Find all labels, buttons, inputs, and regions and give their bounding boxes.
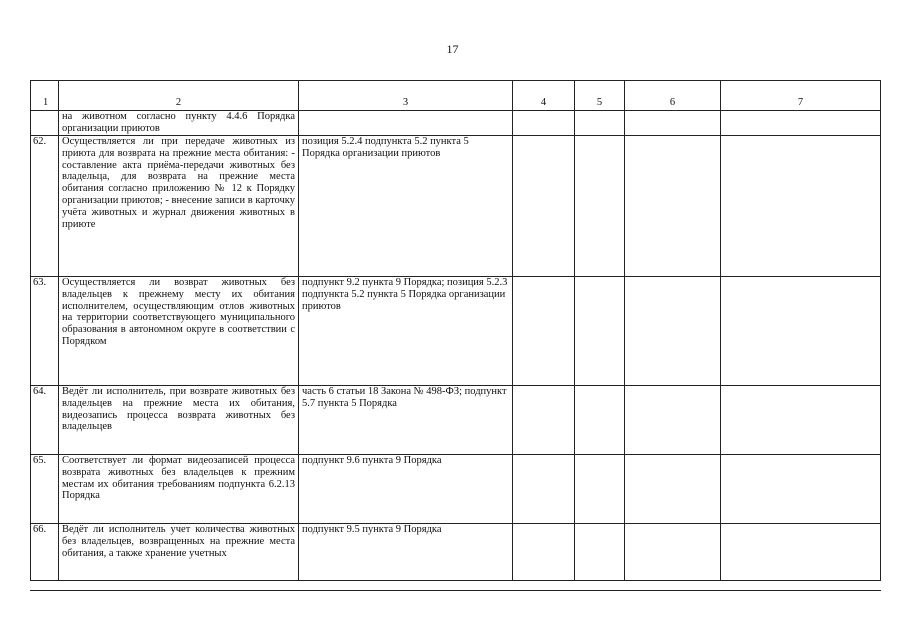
row-number: [31, 111, 59, 136]
row-reference: часть 6 статьи 18 Закона № 498-ФЗ; подпункт 5.7 пункта 5 Порядка: [299, 386, 513, 455]
table-bottom-border: [30, 590, 881, 591]
row-cell-col-5: [575, 136, 625, 277]
header-col-4: 4: [513, 81, 575, 111]
row-cell-col-4: [513, 524, 575, 581]
table-row: [31, 524, 881, 581]
page-bottom-margin: [0, 591, 905, 640]
row-cell-col-7: [721, 136, 881, 277]
row-cell-col-6: [625, 277, 721, 386]
row-cell-col-5: [575, 277, 625, 386]
row-number: 62.: [31, 136, 59, 277]
table-row: [31, 111, 881, 136]
row-cell-col-7: [721, 524, 881, 581]
row-cell-col-5: [575, 111, 625, 136]
row-number: 66.: [31, 524, 59, 581]
inspection-table: [30, 80, 881, 581]
row-cell-col-6: [625, 136, 721, 277]
row-cell-col-5: [575, 524, 625, 581]
row-question: Осуществляется ли возврат животных без владельцев к прежнему месту их обитания исполнителем, осуществляющим отлов животных на территории соответствующего муниципального образования в автономном округе в соответствии с Порядком: [59, 277, 299, 386]
row-number: 63.: [31, 277, 59, 386]
row-number: 64.: [31, 386, 59, 455]
row-cell-col-7: [721, 277, 881, 386]
row-cell-col-4: [513, 386, 575, 455]
row-cell-col-4: [513, 111, 575, 136]
row-cell-col-6: [625, 111, 721, 136]
row-cell-col-7: [721, 111, 881, 136]
table-row: [31, 455, 881, 524]
header-col-5: 5: [575, 81, 625, 111]
row-cell-col-6: [625, 386, 721, 455]
row-question: Ведёт ли исполнитель, при возврате животных без владельцев на прежние места их обитания, видеозапись процесса возврата животных без владельцев: [59, 386, 299, 455]
row-cell-col-7: [721, 386, 881, 455]
row-reference: подпункт 9.2 пункта 9 Порядка; позиция 5.2.3 подпункта 5.2 пункта 5 Порядка организации приютов: [299, 277, 513, 386]
row-cell-col-4: [513, 277, 575, 386]
row-number: 65.: [31, 455, 59, 524]
header-col-2: 2: [59, 81, 299, 111]
row-cell-col-5: [575, 455, 625, 524]
table-header-row: [31, 81, 881, 111]
header-col-3: 3: [299, 81, 513, 111]
row-reference: подпункт 9.6 пункта 9 Порядка: [299, 455, 513, 524]
row-cell-col-7: [721, 455, 881, 524]
row-reference: позиция 5.2.4 подпункта 5.2 пункта 5 Порядка организации приютов: [299, 136, 513, 277]
row-cell-col-4: [513, 136, 575, 277]
row-reference: подпункт 9.5 пункта 9 Порядка: [299, 524, 513, 581]
header-col-6: 6: [625, 81, 721, 111]
page-number: 17: [446, 42, 459, 56]
header-col-7: 7: [721, 81, 881, 111]
row-question: Ведёт ли исполнитель учет количества животных без владельцев, возвращенных на прежние места обитания, а также хранение учетных: [59, 524, 299, 581]
header-col-1: 1: [31, 81, 59, 111]
row-cell-col-5: [575, 386, 625, 455]
row-question: Соответствует ли формат видеозаписей процесса возврата животных без владельцев к прежним местам их обитания требованиям подпункта 6.2.13 Порядка: [59, 455, 299, 524]
row-cell-col-6: [625, 524, 721, 581]
table-row: [31, 277, 881, 386]
table-row: [31, 136, 881, 277]
row-cell-col-6: [625, 455, 721, 524]
row-reference: [299, 111, 513, 136]
row-question: на животном согласно пункту 4.4.6 Порядка организации приютов: [59, 111, 299, 136]
table-row: [31, 386, 881, 455]
row-cell-col-4: [513, 455, 575, 524]
row-question: Осуществляется ли при передаче животных из приюта для возврата на прежние места обитания: - составление акта приёма-передачи животных без владельца, для возврата на прежние места обитания согласно приложению № 12 к Порядку организации приютов; - внесение записи в карточку учёта животных и журнал движения животных в приюте: [59, 136, 299, 277]
